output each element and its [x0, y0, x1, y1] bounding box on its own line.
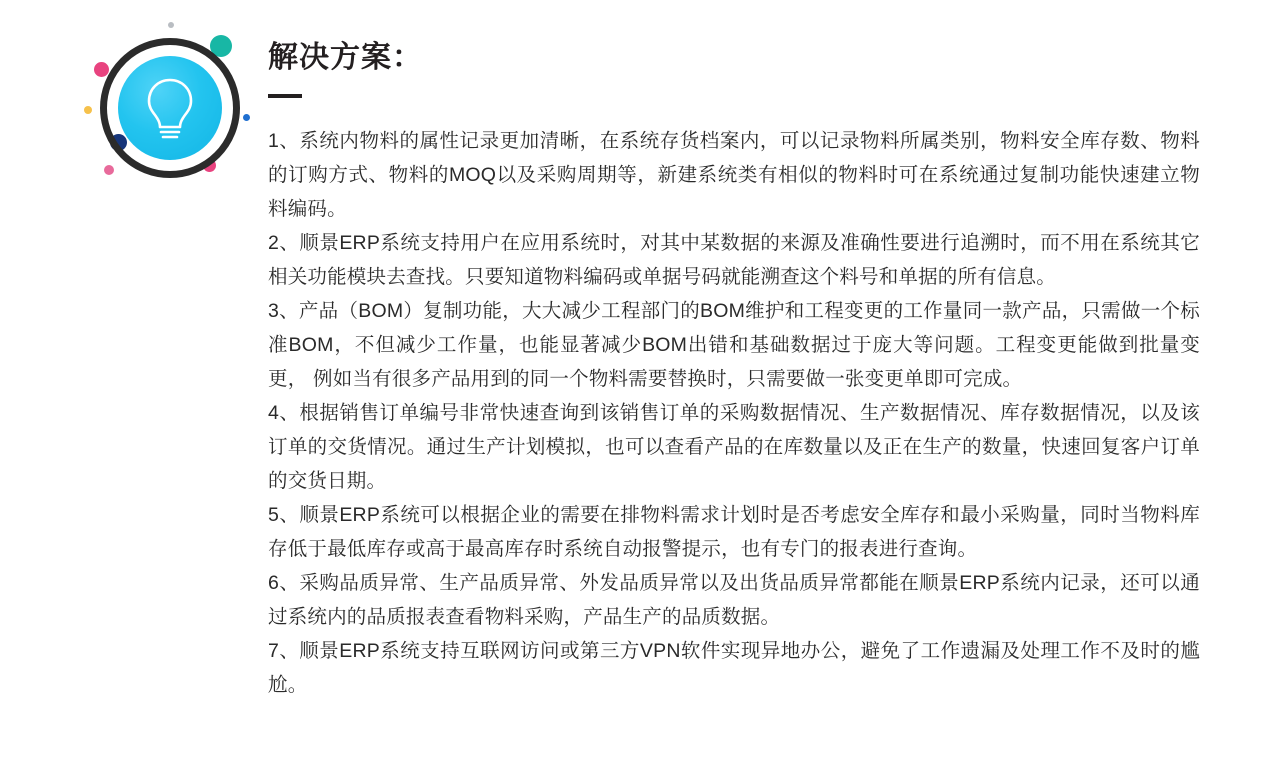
lightbulb-icon: [72, 18, 262, 193]
solution-paragraph-7: 7、顺景ERP系统支持互联网访问或第三方VPN软件实现异地办公，避免了工作遗漏及处理工作不及时的尴尬。: [268, 640, 1200, 696]
decorative-dot-yellow: [84, 106, 92, 114]
decorative-dot-blue: [243, 114, 250, 121]
solution-paragraph-5: 5、顺景ERP系统可以根据企业的需要在排物料需求计划时是否考虑安全库存和最小采购量，同时当物料库存低于最低库存或高于最高库存时系统自动报警提示，也有专门的报表进行查询。: [268, 504, 1200, 560]
solution-paragraph-3: 3、产品（BOM）复制功能，大大减少工程部门的BOM维护和工程变更的工作量同一款产品，只需做一个标准BOM，不但减少工作量，也能显著减少BOM出错和基础数据过于庞大等问题。工程变更能做到批量变更， 例如当有很多产品用到的同一个物料需要替换时，只需要做一张变更单即可完成。: [268, 300, 1200, 390]
solution-paragraph-2: 2、顺景ERP系统支持用户在应用系统时，对其中某数据的来源及准确性要进行追溯时，而不用在系统其它相关功能模块去查找。只要知道物料编码或单据号码就能溯查这个料号和单据的所有信息。: [268, 232, 1200, 288]
decorative-dot-pink: [94, 62, 109, 77]
decorative-dot-grey: [168, 22, 174, 28]
title-underline: [268, 94, 302, 98]
decorative-dot-pink-tiny: [104, 165, 114, 175]
bulb-glyph: [118, 56, 222, 160]
content-column: [268, 40, 1200, 702]
solution-paragraph-4: 4、根据销售订单编号非常快速查询到该销售订单的采购数据情况、生产数据情况、库存数据情况，以及该订单的交货情况。通过生产计划模拟，也可以查看产品的在库数量以及正在生产的数量，快速回复客户订单的交货日期。: [268, 402, 1200, 492]
solution-paragraph-6: 6、采购品质异常、生产品质异常、外发品质异常以及出货品质异常都能在顺景ERP系统内记录，还可以通过系统内的品质报表查看物料采购，产品生产的品质数据。: [268, 572, 1200, 628]
page-title: 解决方案：: [268, 41, 423, 74]
solution-paragraph-1: 1、系统内物料的属性记录更加清晰，在系统存货档案内，可以记录物料所属类别，物料安全库存数、物料的订购方式、物料的MOQ以及采购周期等，新建系统类有相似的物料时可在系统通过复制功能快速建立物料编码。: [268, 130, 1200, 220]
